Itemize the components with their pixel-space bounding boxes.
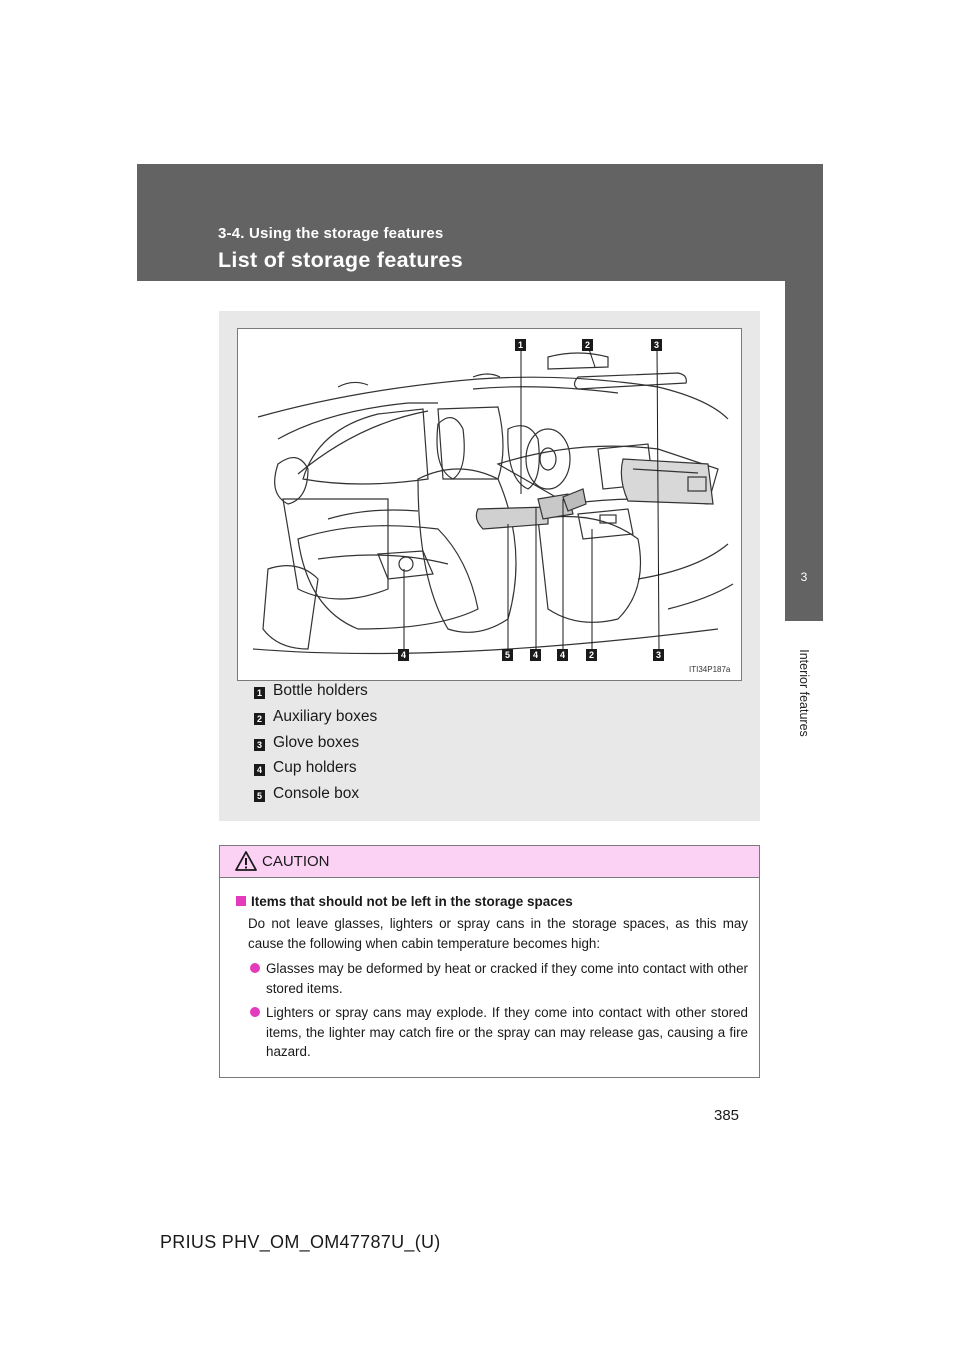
bullet-dot-icon bbox=[250, 1007, 260, 1017]
legend-label: Cup holders bbox=[273, 759, 357, 777]
legend-number: 4 bbox=[254, 764, 265, 776]
illustration-code: ITI34P187a bbox=[689, 665, 731, 674]
caution-bullet bbox=[250, 1003, 748, 1062]
legend-number: 2 bbox=[254, 713, 265, 725]
caution-header bbox=[220, 846, 759, 878]
page-title: List of storage features bbox=[218, 248, 463, 272]
callout-top-2: 2 bbox=[582, 339, 593, 351]
legend-label: Bottle holders bbox=[273, 682, 368, 699]
callout-bottom-5: 5 bbox=[502, 649, 513, 661]
callout-bottom-4b: 4 bbox=[530, 649, 541, 661]
chapter-side-label bbox=[782, 628, 826, 758]
chapter-header bbox=[137, 164, 823, 281]
car-interior-illustration bbox=[237, 328, 742, 681]
callout-bottom-4a: 4 bbox=[398, 649, 409, 661]
caution-bullet bbox=[250, 959, 748, 998]
chapter-number: 3 bbox=[800, 570, 808, 584]
page-number: 385 bbox=[714, 1107, 740, 1124]
legend-label: Glove boxes bbox=[273, 733, 360, 751]
bullet-dot-icon bbox=[250, 963, 260, 973]
legend-number: 1 bbox=[254, 687, 265, 699]
legend-number: 3 bbox=[254, 739, 265, 751]
caution-box bbox=[219, 845, 760, 1078]
legend-number: 5 bbox=[254, 790, 265, 802]
caution-bullet-text: Lighters or spray cans may explode. If they come into contact with other stored items, the lighter may catch fire or the spray can may release gas, causing a fire hazard. bbox=[266, 1005, 748, 1059]
callout-bottom-2: 2 bbox=[586, 649, 597, 661]
caution-body: Do not leave glasses, lighters or spray cans in the storage spaces, as this may cause the following when cabin temperature becomes high: bbox=[248, 916, 748, 951]
chapter-side-tab bbox=[785, 281, 823, 621]
caution-subheading-text: Items that should not be left in the storage spaces bbox=[251, 894, 573, 909]
caution-subheading bbox=[236, 894, 573, 909]
warning-triangle-icon bbox=[235, 851, 257, 871]
caution-bullet-text: Glasses may be deformed by heat or cracked if they come into contact with other stored items. bbox=[266, 961, 748, 996]
chapter-label-text: Interior features bbox=[797, 649, 811, 737]
callout-bottom-3: 3 bbox=[653, 649, 664, 661]
caution-title: CAUTION bbox=[262, 853, 330, 870]
section-label: 3-4. Using the storage features bbox=[218, 225, 444, 242]
document-footer: PRIUS PHV_OM_OM47787U_(U) bbox=[160, 1232, 441, 1252]
square-bullet-icon bbox=[236, 896, 246, 906]
storage-features-panel bbox=[219, 311, 760, 821]
legend-label: Console box bbox=[273, 785, 360, 803]
callout-top-3: 3 bbox=[651, 339, 662, 351]
callout-top-1: 1 bbox=[515, 339, 526, 351]
callout-bottom-4c: 4 bbox=[557, 649, 568, 661]
interior-drawing bbox=[238, 329, 741, 680]
legend-label: Auxiliary boxes bbox=[273, 707, 378, 725]
